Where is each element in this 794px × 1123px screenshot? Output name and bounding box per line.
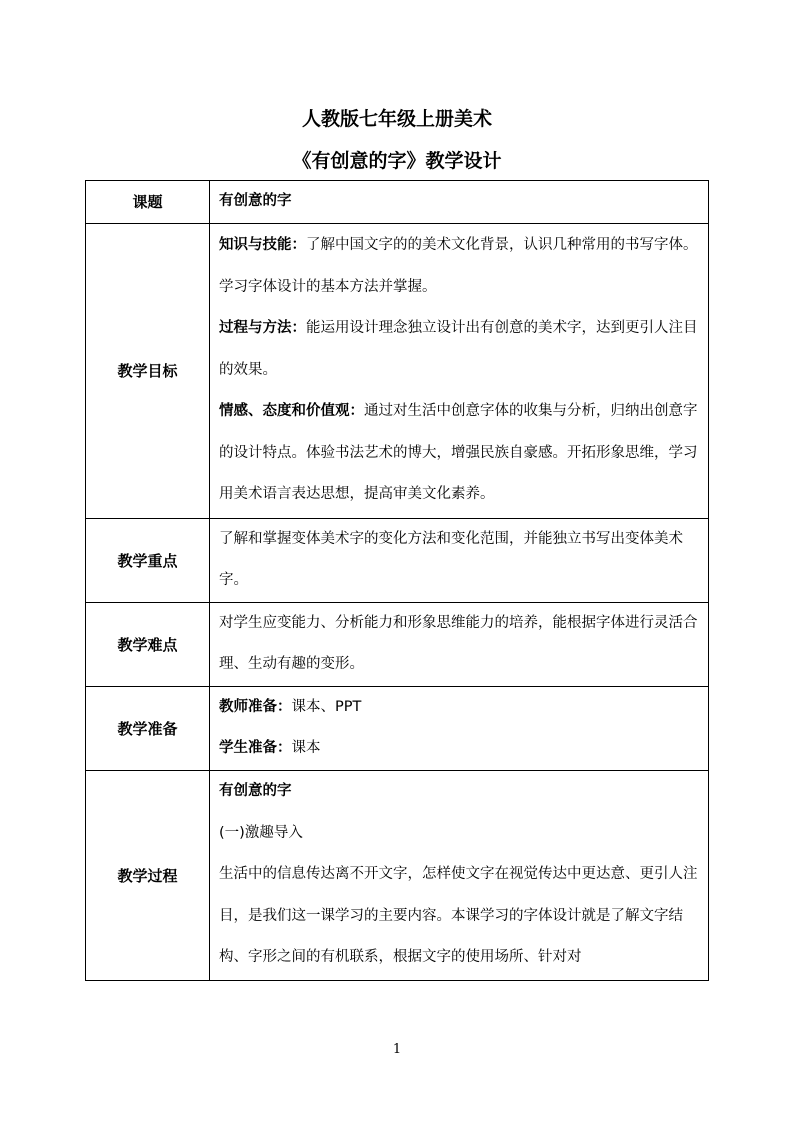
student-preparation bbox=[219, 728, 699, 770]
preparation-label: 教学准备 bbox=[86, 686, 210, 770]
topic-text: 有创意的字 bbox=[219, 193, 292, 209]
table-row-topic bbox=[86, 181, 709, 224]
page-number: 1 bbox=[392, 1042, 402, 1057]
table-row-preparation bbox=[86, 686, 709, 770]
difficulties-text: 对学生应变能力、分析能力和形象思维能力的培养，能根据字体进行灵活合理、生动有趣的变形。 bbox=[210, 602, 709, 686]
process-paragraph: 生活中的信息传达离不开文字，怎样使文字在视觉传达中更达意、更引人注目，是我们这一课学习的主要内容。本课学习的字体设计就是了解文字结构、字形之间的有机联系，根据文字的使用场所、针对对 bbox=[219, 866, 698, 966]
key-points-text: 了解和掌握变体美术字的变化方法和变化范围，并能独立书写出变体美术字。 bbox=[210, 518, 709, 602]
student-preparation-lead: 学生准备： bbox=[219, 740, 292, 756]
topic-label: 课题 bbox=[86, 181, 210, 224]
process-label: 教学过程 bbox=[86, 770, 210, 980]
objective-knowledge bbox=[219, 225, 699, 308]
document-subtitle: 《有创意的字》教学设计 bbox=[292, 150, 502, 172]
objective-process bbox=[219, 308, 699, 391]
preparation-cell bbox=[210, 686, 709, 770]
key-points-label: 教学重点 bbox=[86, 518, 210, 602]
teacher-preparation-text: 课本、PPT bbox=[291, 698, 362, 715]
table-row-difficulties bbox=[86, 602, 709, 686]
objectives-label: 教学目标 bbox=[86, 223, 210, 518]
difficulties-label: 教学难点 bbox=[86, 602, 210, 686]
student-preparation-text: 课本 bbox=[291, 740, 321, 756]
process-section-title: (一)激趣导入 bbox=[219, 824, 303, 841]
objective-text: 了解中国文字的的美术文化背景，认识几种常用的书写字体。学习字体设计的基本方法并掌握。 bbox=[219, 237, 698, 295]
teacher-preparation-lead: 教师准备： bbox=[219, 698, 292, 715]
teacher-preparation bbox=[219, 687, 699, 729]
objectives-cell bbox=[210, 223, 709, 518]
table-row-key-points bbox=[86, 518, 709, 602]
objective-attitude bbox=[219, 391, 699, 516]
objective-text: 通过对生活中创意字体的收集与分析，归纳出创意字的设计特点。体验书法艺术的博大，增强民族自豪感。开拓形象思维，学习用美术语言表达思想，提高审美文化素养。 bbox=[219, 403, 698, 503]
document-title: 人教版七年级上册美术 bbox=[301, 108, 492, 130]
objective-lead: 情感、态度和价值观： bbox=[219, 403, 364, 420]
topic-value bbox=[210, 181, 709, 224]
objective-lead: 知识与技能： bbox=[219, 237, 306, 254]
table-row-objectives bbox=[86, 223, 709, 518]
objective-text: 能运用设计理念独立设计出有创意的美术字，达到更引人注目的效果。 bbox=[219, 320, 698, 378]
objective-lead: 过程与方法： bbox=[219, 320, 306, 337]
process-heading: 有创意的字 bbox=[219, 783, 292, 800]
process-cell bbox=[210, 770, 709, 980]
table-row-process bbox=[86, 770, 709, 980]
lesson-plan-table bbox=[85, 180, 709, 981]
